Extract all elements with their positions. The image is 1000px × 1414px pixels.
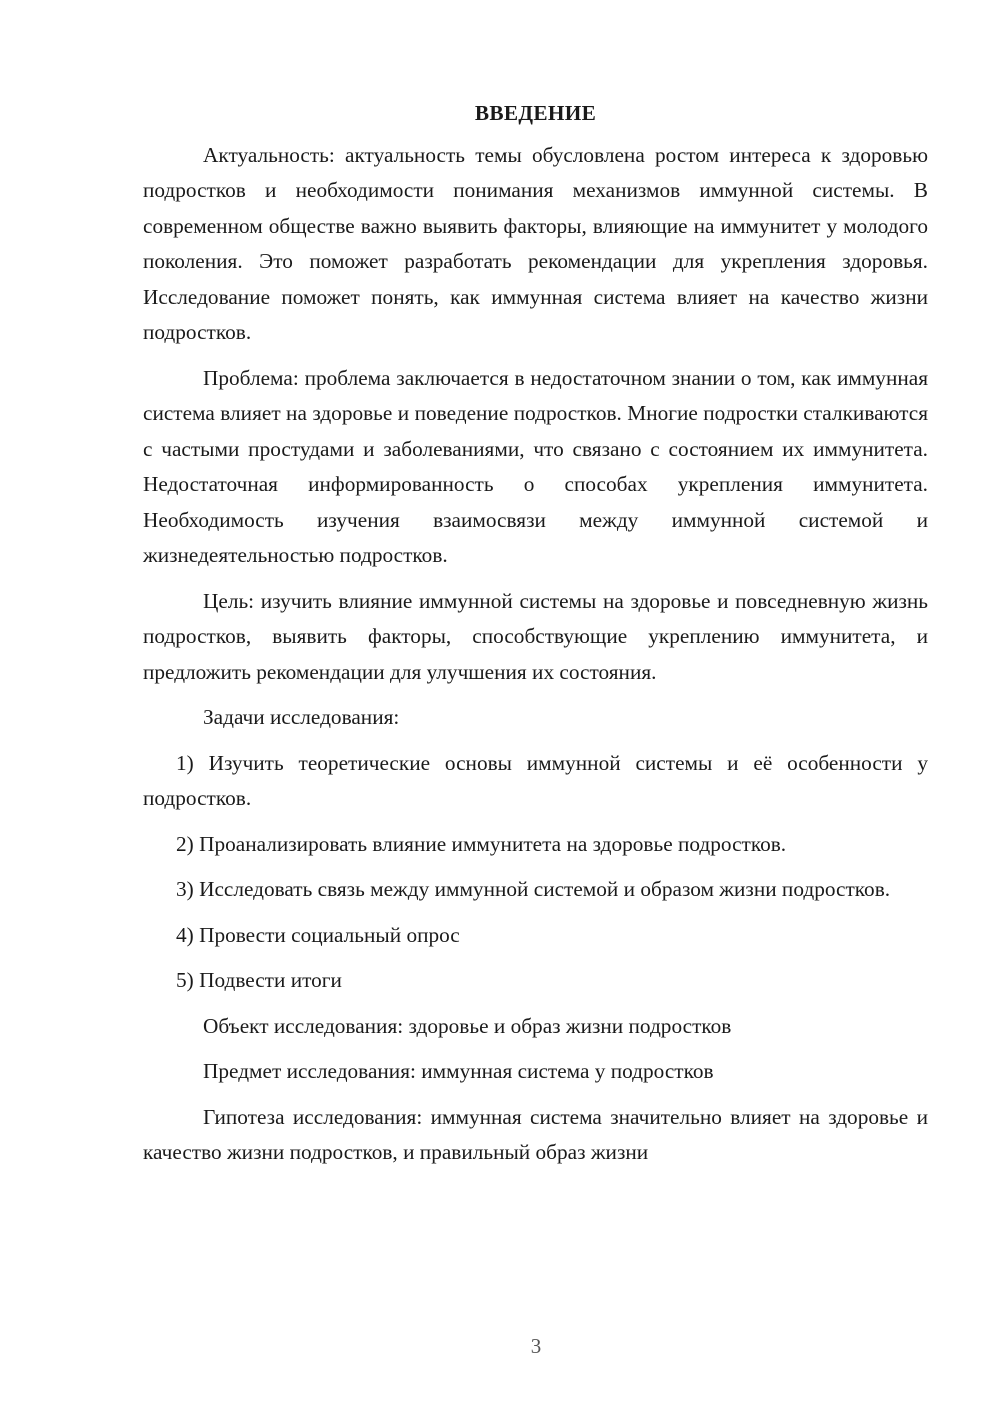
- page-content: [143, 96, 928, 1181]
- task-item-3: 3) Исследовать связь между иммунной системой и образом жизни подростков.: [176, 877, 891, 901]
- research-subject: Предмет исследования: иммунная система у подростков: [203, 1059, 714, 1083]
- tasks-heading: Задачи исследования:: [203, 705, 400, 729]
- task-item-1: 1) Изучить теоретические основы иммунной системы и её особенности у подростков.: [143, 750, 928, 810]
- task-item-5: 5) Подвести итоги: [176, 968, 342, 992]
- task-item-4: 4) Провести социальный опрос: [176, 922, 460, 947]
- paragraph-relevance: Актуальность: актуальность темы обусловлена ростом интереса к здоровью подростков и необходимости понимания механизмов иммунной системы. В современном обществе важно выявить факторы, влияющие на иммунитет у молодого поколения. Это поможет разработать рекомендации для укрепления здоровья. Исследование поможет понять, как иммунная система влияет на качество жизни подростков.: [143, 142, 928, 344]
- research-hypothesis: Гипотеза исследования: иммунная система значительно влияет на здоровье и качество жизни подростков, и правильный образ жизни: [143, 1104, 928, 1164]
- tasks-list: [143, 746, 928, 999]
- section-title: ВВЕДЕНИЕ: [474, 101, 597, 125]
- paragraph-goal: Цель: изучить влияние иммунной системы на здоровье и повседневную жизнь подростков, выявить факторы, способствующие укреплению иммунитета, и предложить рекомендации для улучшения их состояния.: [143, 588, 928, 684]
- task-item-2: 2) Проанализировать влияние иммунитета на здоровье подростков.: [176, 831, 787, 856]
- page-number: 3: [530, 1334, 542, 1358]
- research-object: Объект исследования: здоровье и образ жизни подростков: [203, 1013, 732, 1038]
- paragraph-problem: Проблема: проблема заключается в недостаточном знании о том, как иммунная система влияет на здоровье и поведение подростков. Многие подростки сталкиваются с частыми простудами и заболеваниями, что связано с состоянием их иммунитета. Недостаточная информированность о способах укрепления иммунитета. Необходимость изучения взаимосвязи между иммунной системой и жизнедеятельностью подростков.: [143, 365, 928, 567]
